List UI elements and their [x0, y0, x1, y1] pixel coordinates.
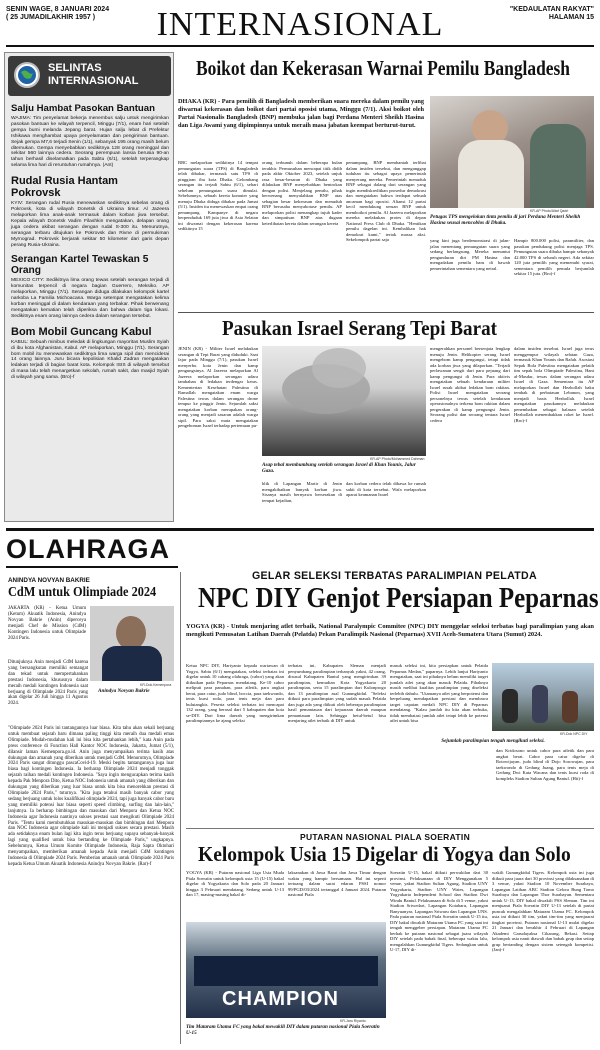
kel-photo-team	[194, 956, 378, 986]
npc-photo	[492, 663, 594, 731]
edition-date: SENIN WAGE, 8 JANUARI 2024 ( 25 JUMADILAKHIR 1957 )	[6, 6, 110, 21]
npc-col2: terbatas ini, Kabupaten Sleman menjadi penyumbang paralimpian terbanyak yakni, 42 orang, disusul Kabupaten Bantul yang mengirimkan 39 paralimpian, kemudian Kota Yogyakarta 20 paralimpian, serta 15 paralimpian dari Kulonprogo dan 13 paralimpian asal Gunungkidul. "Seleksi diikuti para paralimpian yang sudah masuk Pelatda dan juga ada yang diikuti oleh beberapa paralimpian hasil pemantauan dari kejuaraan daerah maupun pemantauan lain. Sehingga betul-betul bisa menjaring atlet terbaik di DIY untuk	[288, 663, 386, 723]
npc-headline: NPC DIY Genjot Persiapan Peparnas	[198, 583, 599, 614]
bangladesh-col3: penumpang. BNP membantah terlibat dalam insiden tersebut, dan menganggap tuduhan itu sebagai upaya pemerintah menyerang mereka. Pemerintah menuduh BNP sebagai dalang dari serangan yang ingin mendiskreditkan prosedur demokrasi dan mengatakan bahwa terdapat sebuah ancaman bagi oposisi. Aliansi 12 partai kecil mendukung seruan BNP untuk memboikot pemilu. Al Jazeera melaporkan mereka melakukan protes di depan National Press Club di Dhaka. "Hentikan pemilu dagelan ini. Kembalikan hak demokrat kami," teriak massa aksi. Sekelompok partai saja	[346, 160, 426, 242]
bangladesh-photo-figure	[530, 124, 586, 208]
kel-col2: laksanakan di Jawa Barat dan Jawa Timur dengan waktu yang hampir bersamaan. Hal ini seperti tertuang dalam surat edaran PSSI nomor 99/PGD/03/2024 tertanggal 4 Januari 2024. Putaran nasional Piala	[288, 870, 386, 897]
sports-section-title: OLAHRAGA	[6, 534, 170, 564]
divider	[186, 828, 594, 829]
cdm-kicker: ANINDYA NOVYAN BAKRIE	[8, 577, 90, 584]
npc-photo-figure	[562, 691, 578, 723]
bangladesh-caption: Petugas TPS mengelokan tinta pemilu di jari Perdana Menteri Sheikh Hasina seusai mencoblos di Dhaka.	[430, 214, 581, 226]
israel-caption: Asap tebal membumbung setelah serangan Israel di Khan Younis, Jalur Gaza.	[262, 462, 416, 474]
bangladesh-photo	[430, 96, 594, 208]
npc-credit: KR-Dok NPC DIY	[560, 732, 588, 736]
header-rule	[6, 45, 594, 47]
kel-credit: KR-Jaru Riyanto	[340, 1019, 366, 1023]
selintas-label	[8, 56, 171, 96]
cdm-lede2: Ditunjuknya Anin menjadi CdM karena yang bersangkutan memiliki semangat dan tekad untuk mempertahankan prestasi Indonesia, khususnya dalam meraih medali kontingen Indonesia saat berjuang di Olimpiade 2024 Paris yang akan digelar 26 Juli hingga 11 Agustus 2024.	[8, 660, 88, 707]
cdm-body: "Olimpiade 2024 Paris ini tantangannya luar biasa. Kita tahu akan sekali berjuang untuk membuat sejarah baru dimana paling tinggi kita meraih dua medali emas Olimpiade. Mudah-mudahan kali ini bisa kita pertahankan lebih," kata Anin pada press conference di Function Hall Kantor NOC Indonesia, Jakarta, Jumat (5/1), dilansir laman Kemenpora.go.id. Anin juga menyampaikan terima kasih atas dukungan dan amanah yang diberikan untuk menjadi CdM. Menurutnya, Olimpiade 2024 Paris sangat ditunggu pascaCovid-19. Meski begitu tantangannya juga luar biasa bagi kontingen Indonesia. Ia berharap Olimpiade 2024 menjadi tonggak sejarah raihan medali kontingen Indonesia. "Saya ingin mengucapkan terima kasih kepada Pak Menpora Dito, Ketua NOC Indonesia untuk amanah yang diberikan dan dukungan yang diberikan yang luar biasa untuk kita bisa menorehkan prestasi di Olimpiade 2024 Paris," tuturnya. "Kita juga tetahui masih banyak cabor yang sedang berjuang untuk lolos kualifikasi olimpiade 2024, tapi juga banyak cabor baru yang memiliki potensi luar biasa seperti speed climbing, surfing dan lain-lain," lanjutnya. Ia berharap bimbingan dan masukan dari Menpora dan Ketua NOC Indonesia agar Indonesia nantinya sukses prestasi saat mengikuti Olimpiade 2024 Paris. "Tentu kami membutuhkan masukan-masukan dan bimbingan dari Menpora dan NOC Indonesia agar olimpiade kali ini menjadi sukses secara prestasi. Masih ada setidaknya enam bulan lagi kita ingin terus berjuang supaya sebanyak-banyak lagi yang qualified untuk bisa bertanding ke Olimpiade Paris," ungkapnya. Sebelumnya, Ketua Umum Komite Olimpiade Indonesia, Raja Sapta Oktohari menyampaikan, memberikan amanah kepada Anin menjadi CdM kontingen Indonesia di Olimpiade 2024 Paris. Pemberian amanah untuk Olimpiade 2024 Paris kepada Ketua Umum Akuatik Indonesia Anindya Novyan Bakrie. (Rar)-f	[8, 726, 174, 867]
kel-col1: YOGYA (KR) - Putaran nasional Liga Usia Muda Piala Soeratin untuk kelompok usia 15 (U-15) bakal digelar di Yogyakarta dan Solo pada 20 Januari hingga 3 Februari mendatang. Sedang untuk U-13 dan 17, masing-masing bakal di-	[186, 870, 284, 897]
cdm-headline: CdM untuk Olimpiade 2024	[8, 585, 157, 600]
israel-col4: dalam insiden tersebut. Israel juga terus menggempur wilayah selatan Gaza, termasuk Khan Younis dan Rafah. Asosiasi Sepak Bola Palestina mengatakan pelatih tim sepak bola Olimpiade Palestina, Hani al-Masdar, tewas dalam serangan udara Israel di Gaza. Sementara itu AP melaporkan Israel dan Hezbollah baku tembak di perbatasan Lebanon, yang menjadi basis Hezbollah. Israel mengatakan pasukannya melakukan penembakan sebagai balasan setelah Hezbollah menembakkan roket ke Israel. (Bro)-f	[514, 346, 594, 423]
israel-col2b: dan korban cedera telah dibawa ke rumah sakit di kota tersebut. Wafa melaporkan aparat keamanan Israel	[346, 481, 426, 497]
israel-col3: mengerahkan personel bersenjata lengkap menuju Jenin. Helikopter serang Israel mengebom kamp pengungsi, tetapi tidak ada korban jiwa yang dilaporkan. "Terjadi perlawanan sengit dari para pejuang dari kamp pengungsi di Jenin. Para aktivis mengatakan sebuah kendaraan militer Israel rusak akibat ledakan bom rakitan. Polisi Israel mengatakan seorang personelnya tewas setelah kendaraan operasionalnya terkena bom rakitan dalam pergerakan di kamp pengungsi Jenin. Seorang polisi dan seorang tentara Israel cedera	[430, 346, 510, 423]
kel-headline: Kelompok Usia 15 Digelar di Yogya dan Solo	[198, 842, 571, 866]
section-masthead: INTERNASIONAL	[156, 6, 444, 43]
kel-col4: wakili Gunungkidul Tigers. Kelompok usia ini juga diikuti para juara dari 30 provinsi yang dilaksanakan di 3 venue, yakni Stadion 10 November Surabaya, Lapangan Latihan ABC Stadion Gelora Bung Tomo Surabaya dan Lapangan Thor Surabayan. Sementara untuk U-13, DIY bakal diwakili PSS Sleman. Tim ini menjuarai Piala Soeratin DIY U-13 setelah di partai puncak mengalahkan Mataram Utama FC. Kelompok usia ini diikuti 30 tim, yakni tim-tim yang menjuarai tingkat provinsi. Putaran nasional U-13 mulai digelar 21 Januari dan berakhir 4 Februari di Lapangan Akademi Garudayaksa Cikarang, Bekasi. Setiap kelompok usia nanti diawali dan babak grup dan setiap grup bertanding dengan sistem setengah kompetisi. (Jan)-f	[492, 870, 594, 952]
israel-col1: JENIN (KR) - Militer Israel melakukan serangan di Tepi Barat yang diduduki. Saat fajar pada Minggu (7/1), pasukan Israel menyerbu kota Jenin dan kamp pengungsinya. Al Jazeera melaporkan Al Jazeera melaporkan serangan udara tambahan di ledakan terdengar keras. Kementerian Kesehatan Palestina di Ramallah mengatakan enam warga Palestina tewas dalam serangan drone tempur ke pinggir Jenin. Sejumlah saksi mengatakan korban merupakan orang-orang yang menjadi sasaran adalah warga sipil. Para saksi mata mengatakan pengeboman Israel terhadap pertemuan pu-	[178, 346, 258, 428]
bangladesh-col5: Hampir 800.000 polisi, paramiliter, dan pasukan pendukung polisi menjaga TPS. Pemungutan suara dibuka hampir sebanyak 42.000 TPS di seluruh negeri. Ada sekitar 120 juta pemilih yang memenuhi syarat, sementara pemilih pemula berjumlah sekitar 15 juta. (Bro)-f	[514, 238, 594, 276]
bangladesh-col4: yang kini juga berdemonstrasi di jalan-jalan menentang pemungutan suara yang sedang berlangsung. Mereka menuntut pengunduran diri PM Hasina dan mengadakan pemilu baru di bawah pemerintahan sementara yang netral.	[430, 238, 510, 271]
npc-col1: Ketua NPC DIY, Hariyanto kepada wartawan di Yogya, Sabtu (6/1) mengatakan, seleksi terbatas ini digelar untuk 10 cabang olahraga, (cabor) yang akan diikutkan pada Peparnas mendatang. Ke-10 cabor meliputi para panahan, para atletik, para angkat berat, para catur, judo blind, boccia, para taekwondo, tenis kursi roda, para tenis meja dan para bulutangkis. Peserta seleksi terbatas ini mencapai 132 orang, yang berasal dari 5 kabupaten dan kota se-DIY. Dari lima daerah yang mengirimkan paralimpiannya ke ajang seleksi	[186, 663, 284, 723]
cdm-caption: Anindya Novyan Bakrie	[98, 688, 150, 694]
kel-caption: Tim Mataram Utama FC yang bakal mewakili DIY dalam putaran nasional Piala Soeratin U-15	[186, 1024, 380, 1036]
israel-col2a: blik di Lapangan Martir di Jenin mengakibatkan banyak korban jiwa. Sisanya masih bernyawa berserakan di tempat kejadian,	[262, 481, 342, 503]
israel-photo	[262, 346, 426, 456]
bangladesh-lede: DHAKA (KR) - Para pemilih di Bangladesh memberikan suara mereka dalam pemilu yang diwarnai kekerasan dan boikot dari partai oposisi utama, Minggu (7/1). Aksi boikot oleh Partai Nasionalis Bangladesh (BNP) membuka jalan bagi Perdana Menteri Sheikh Hasina dan Liga Awami yang dipimpinnya untuk meraih masa jabatan keempat berturut-turut.	[178, 98, 424, 129]
divider	[178, 312, 594, 313]
s3-headline: Serangan Kartel Tewaskan 5 Orang	[11, 254, 149, 277]
cdm-photo-figure	[116, 616, 146, 650]
s3-body: MEXICO CITY: Sedikitnya lima orang tewas setelah serangan terjadi di komunitas terpencil di negara bagian Guerrero, Meksiko. AP melaporkan, Minggu (7/1). Serangan diduga dilakukan kelompok kartel narkoba La Familia Michoacana. Warga setempat mengatakan kelima korban meninggal di dalam kendaraan yang terbakar. Pihak berwenang mengatakan kematian telah diperiksa dan bahwa dalam tiga lokasi. Sedikitnya enam orang lainnya cedera dalam serangan tersebut.	[11, 278, 169, 319]
npc-photo-figure	[532, 685, 548, 723]
kel-col3: Soeratin U-15, bakal diikuti perwakilan dari 30 provinsi. Pelaksanaan di DIY Menggunakan 5 venue, yakni Stadion Sultan Agung, Stadion UNY Yogyakarta, Stadion UNY Wates, Lapangan Yogyakarta Independent School dan Stadion Dwi Windu Bantul. Pelaksanaan di Solo di 5 venue, yakni Stadion Sriwedari, Lapangan Kotabaru, Lapangan Banyuanyar, Lapangan Sriwaru dan Lapangan UNS. Pada putaran nasional Piala Soeratin untuk U-15 itu, DIY bakal diwakili Mataram Utama FC yang saat ini tengah menggeber persiapan. Mataram Utama FC berhak ke putaran nasional sebagai juara wilayah DIY setelah pada babak final, beberapa waktu lalu, mengalahkan Gunungkidul Tigers. Sedangkan untuk U-17, DIY di-	[390, 870, 488, 952]
cdm-photo-figure	[102, 646, 162, 681]
npc-kicker: GELAR SELEKSI TERBATAS PARALIMPIAN PELATDA	[252, 570, 537, 582]
bangladesh-col2: orang terbunuh dalam beberapa bulan terakhir. Permusuhan mencapai titik didih pada akhir Oktober 2023, setelah unjuk rasa besar-besaran di Dhaka yang dilakukan BNP menyebabkan bentrokan dengan polisi. Menjelang pemilu, pihak berwenang menyalahkan BNP atas sebagian besar kekerasan dan menuduh BNP berusaha menyabotase pemilu. AP melaporkan polisi menangkap tujuh kader dan simpatisan BNP atas dugaan keterlibatan kereta dalam serangan kereta	[262, 160, 342, 226]
cdm-photo	[90, 606, 174, 681]
s2-headline: Rudal Rusia Hantam Pokrovsk	[11, 175, 118, 200]
selintas-box	[4, 52, 174, 522]
cdm-lede: JAKARTA (KR) - Ketua Umum (Ketum) Akuatik Indonesia, Anindya Novyan Bakrie (Anin) diperceya menjadi Chef de Mission (CdM) Kontingen Indonesia untuk Olimpiade 2024 Paris.	[8, 606, 86, 641]
s1-body: WAJIMA: Tim penyelamat bekerja menembus salju untuk mengirimkan pasokan bantuan ke wilayah terpencil, Minggu (7/1), enam hari setelah gempa bumi melanda Jepang barat. Hujan salju lebat di Prefektur Ishikawa menghambat upaya penyelamatan dan pengiriman bantuan. Sejak gempa M7,6 terjadi Senin (1/1), sebanyak 195 orang masih belum ditemukan. Gempa menyebabkan sedikitnya 128 orang meninggal dan sekitar 560 lainnya cedera. Seorang perempuan lansia berusia 90-an tahun berhasil diselamatkan pada Sabtu (6/1), setelah terperangkap selama lima hari di reruntuhan rumahnya. (Ant)	[11, 116, 169, 169]
israel-credit: KR-AP Photo/Mohammed Dahman	[370, 457, 425, 461]
kel-photo	[186, 922, 386, 1018]
cdm-credit: KR-Dok.Kemenpora	[140, 683, 172, 687]
bangladesh-photo-figure	[458, 140, 524, 208]
npc-col3: masuk seleksi ini, kita persiapkan untuk Pelatda Peparnas Medan," paparnya. Lebih lanjut Hariyanto mengatakan, saat ini pihaknya belum memiliki target jumlah atlet yang akan masuk Pelatda. Pihaknya masih melihat kualitas paralimpian yang diseleksi terlebih dahulu. "Utamanya atlet yang berpotensi dan berpeluang mendapatkan prestasi dan membawa target capaian medali NPC DIY di Peparnas mendatang. "Kalau jumlah itu kita akan terbuka, tidak membatasi jumlah atlet tetapi lebih ke potensi atlet untuk bisa	[390, 663, 488, 723]
npc-col5: dan Kridosono untuk cabor para atletik dan para angkat berat. Cabor para catur digelar di Rotowijayan, judo blind di Dojo Sorowajan, para taekwondo di Gedung Juang, para tenis meja di Gedung Dwi Kata Wacana dan tenis kursi roda di kompleks Stadion Sultan Agung Bantul. (Hit)-f	[496, 748, 594, 781]
s4-body: KABUL: Sebuah minibus meledak di lingkungan mayoritas Muslim Syiah di ibu kota Afghanistan, Kabul. AP melaporkan, Minggu (7/1). Serangan bom mobil itu menewaskan sedikitnya lima warga sipil dan menciderai 14 orang lainnya. Juru bicara kepolisian Khalid Zadran mengatakan ledakan terjadi di bagian barat kota. Kelompok ISIS di wilayah tersebut di masa lalu telah menargetkan sekolah, rumah sakit, dan masjid Syiah di wilayah yang sama. (Bro)-f	[11, 339, 169, 381]
page-info: "KEDAULATAN RAKYAT" HALAMAN 15	[509, 6, 594, 21]
selintas-title: SELINTAS INTERNASIONAL	[48, 62, 139, 87]
bangladesh-credit: KR-AP Photo/Altaf Qadri	[530, 209, 569, 213]
s1-headline: Salju Hambat Pasokan Bantuan	[11, 103, 155, 114]
smoke-plume	[312, 348, 366, 388]
npc-lede: YOGYA (KR) - Untuk menjaring atlet terbaik, National Paralympic Commitee (NPC) DIY menggelar seleksi terbatas bagi paralimpian yang akan mengikuti Pemusatan Latihan Daerah (Pelatda) Pekan Paralimpik Nasional (Peparnas) XVII Aceh-Sumatera Utara (Sumut) 2024.	[186, 623, 594, 638]
bangladesh-col1: BBC melaporkan sedikitnya 14 tempat pemungutan suara (TPS) di Bangladesh telah dibakar, termasuk satu TPS di pinggiran ibu kota Dhaka. Gelombang serangan itu terjadi Sabtu (6/1), sehari sebelum pemungutan suara dimulai. Sebelumnya, sebuah kereta komuter yang menuju Dhaka diduga dibakar pada Jumat (5/1). Insiden itu menewaskan empat orang penumpang. Kampanye di negara berpenduduk 169 juta jiwa di Asia Selatan ini diwarnai dengan kekerasan karena sedikitnya 15	[178, 160, 258, 231]
column-divider	[180, 572, 181, 1044]
s2-body: KYIV: Serangan rudal Rusia menewaskan sedikitnya sebelas orang di Pokrovsk, kota di wilayah Donetsk di Ukraina timur. Al Jazeera melaporkan lima anak-anak termasuk dalam korban jiwa tersebut. Kepala wilayah Donetsk Vadim Filashkin mengatakan, delapan orang juga cedera akibat serangan dengan rudal S-300 itu. Menurutnya, serangan terbaru ditujukan ke Pokrovsk dan Rivne di permukiman Myrnograd. Pokrovsk berjarak sekitar 50 kilometer dari garis depan perang Rusia-Ukraina.	[11, 201, 169, 248]
israel-headline: Pasukan Israel Serang Tepi Barat	[222, 316, 498, 340]
s4-headline: Bom Mobil Guncang Kabul	[11, 325, 152, 338]
kel-kicker: PUTARAN NASIONAL PIALA SOERATIN	[300, 832, 471, 842]
bangladesh-headline: Boikot dan Kekerasan Warnai Pemilu Bangladesh	[196, 56, 571, 80]
globe-icon	[14, 62, 40, 88]
champion-banner-text: CHAMPION	[222, 988, 339, 1010]
sports-title-rule	[6, 566, 178, 568]
npc-caption: Sejumlah paralimpian tengah mengikuti seleksi.	[441, 738, 545, 744]
npc-photo-figure	[502, 689, 518, 723]
sports-rule	[6, 528, 594, 531]
